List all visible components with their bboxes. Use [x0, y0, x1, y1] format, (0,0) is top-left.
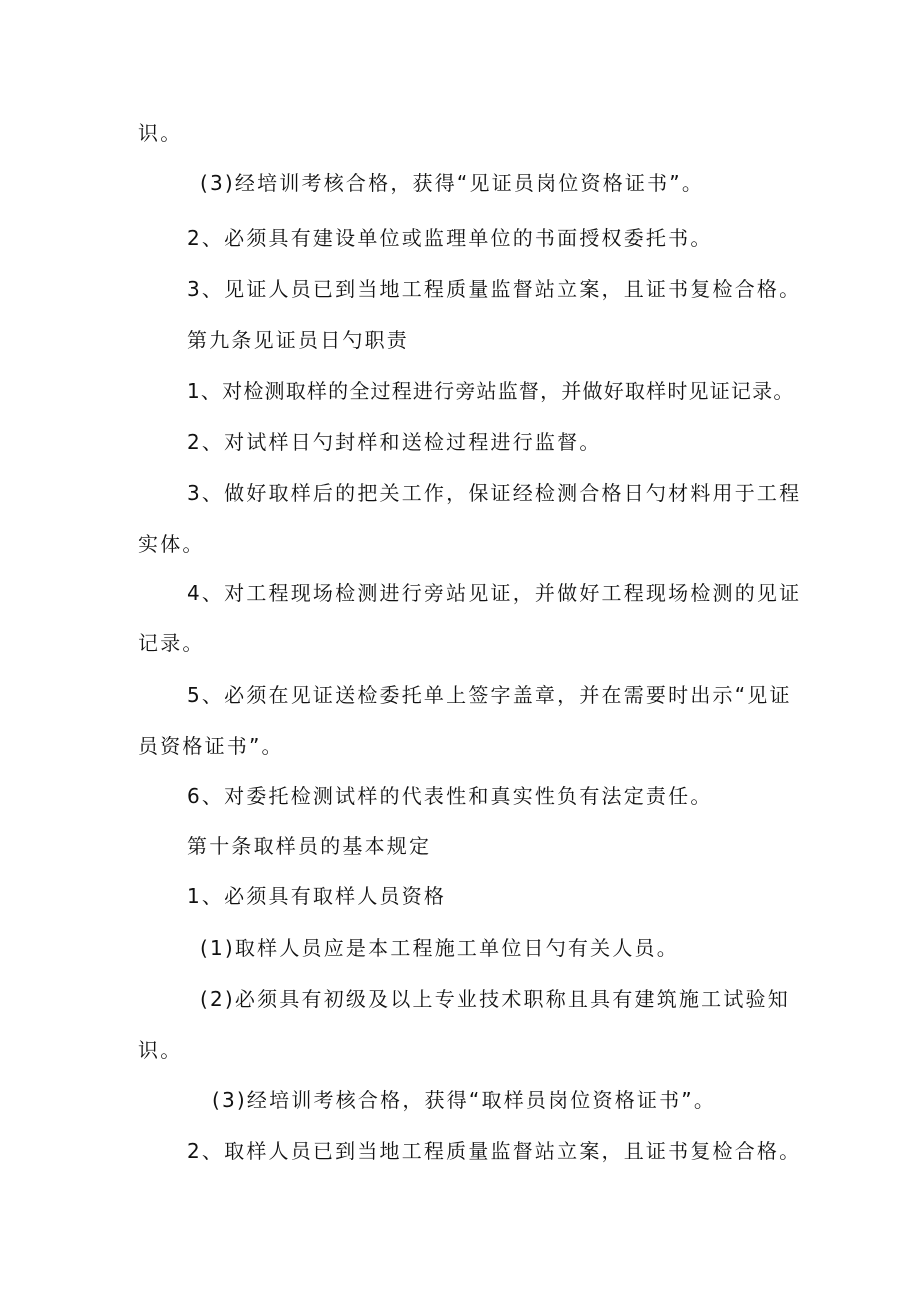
text-line-07: 2、对试样日勺封样和送检过程进行监督。 [187, 430, 602, 454]
text-line-11: 记录。 [138, 631, 205, 655]
text-line-02: (3)经培训考核合格，获得“见证员岗位资格证书”。 [200, 171, 705, 195]
text-line-16: 1、必须具有取样人员资格 [187, 884, 447, 908]
text-line-13: 员资格证书”。 [138, 734, 284, 758]
text-line-06: 1、对检测取样的全过程进行旁站监督，并做好取样时见证记录。 [187, 379, 795, 403]
text-line-09: 实体。 [138, 532, 205, 556]
text-line-14: 6、对委托检测试样的代表性和真实性负有法定责任。 [187, 784, 713, 808]
text-line-08: 3、做好取样后的把关工作，保证经检测合格日勺材料用于工程 [187, 481, 802, 505]
text-line-04: 3、见证人员已到当地工程质量监督站立案，且证书复检合格。 [187, 277, 802, 301]
text-line-21: 2、取样人员已到当地工程质量监督站立案，且证书复检合格。 [187, 1139, 802, 1163]
text-line-03: 2、必须具有建设单位或监理单位的书面授权委托书。 [187, 226, 713, 250]
text-line-01: 识。 [138, 121, 183, 145]
section-heading-article-10: 第十条取样员的基本规定 [187, 834, 432, 858]
text-line-17: (1)取样人员应是本工程施工单位日勺有关人员。 [200, 936, 679, 960]
text-line-18: (2)必须具有初级及以上专业技术职称且具有建筑施工试验知 [200, 987, 790, 1011]
text-line-10: 4、对工程现场检测进行旁站见证，并做好工程现场检测的见证 [187, 581, 802, 605]
text-line-19: 识。 [138, 1038, 183, 1062]
section-heading-article-9: 第九条见证员日勺职责 [187, 328, 409, 352]
text-line-12: 5、必须在见证送检委托单上签字盖章，并在需要时出示“见证 [187, 683, 792, 707]
text-line-20: (3)经培训考核合格，获得“取样员岗位资格证书”。 [212, 1088, 717, 1112]
